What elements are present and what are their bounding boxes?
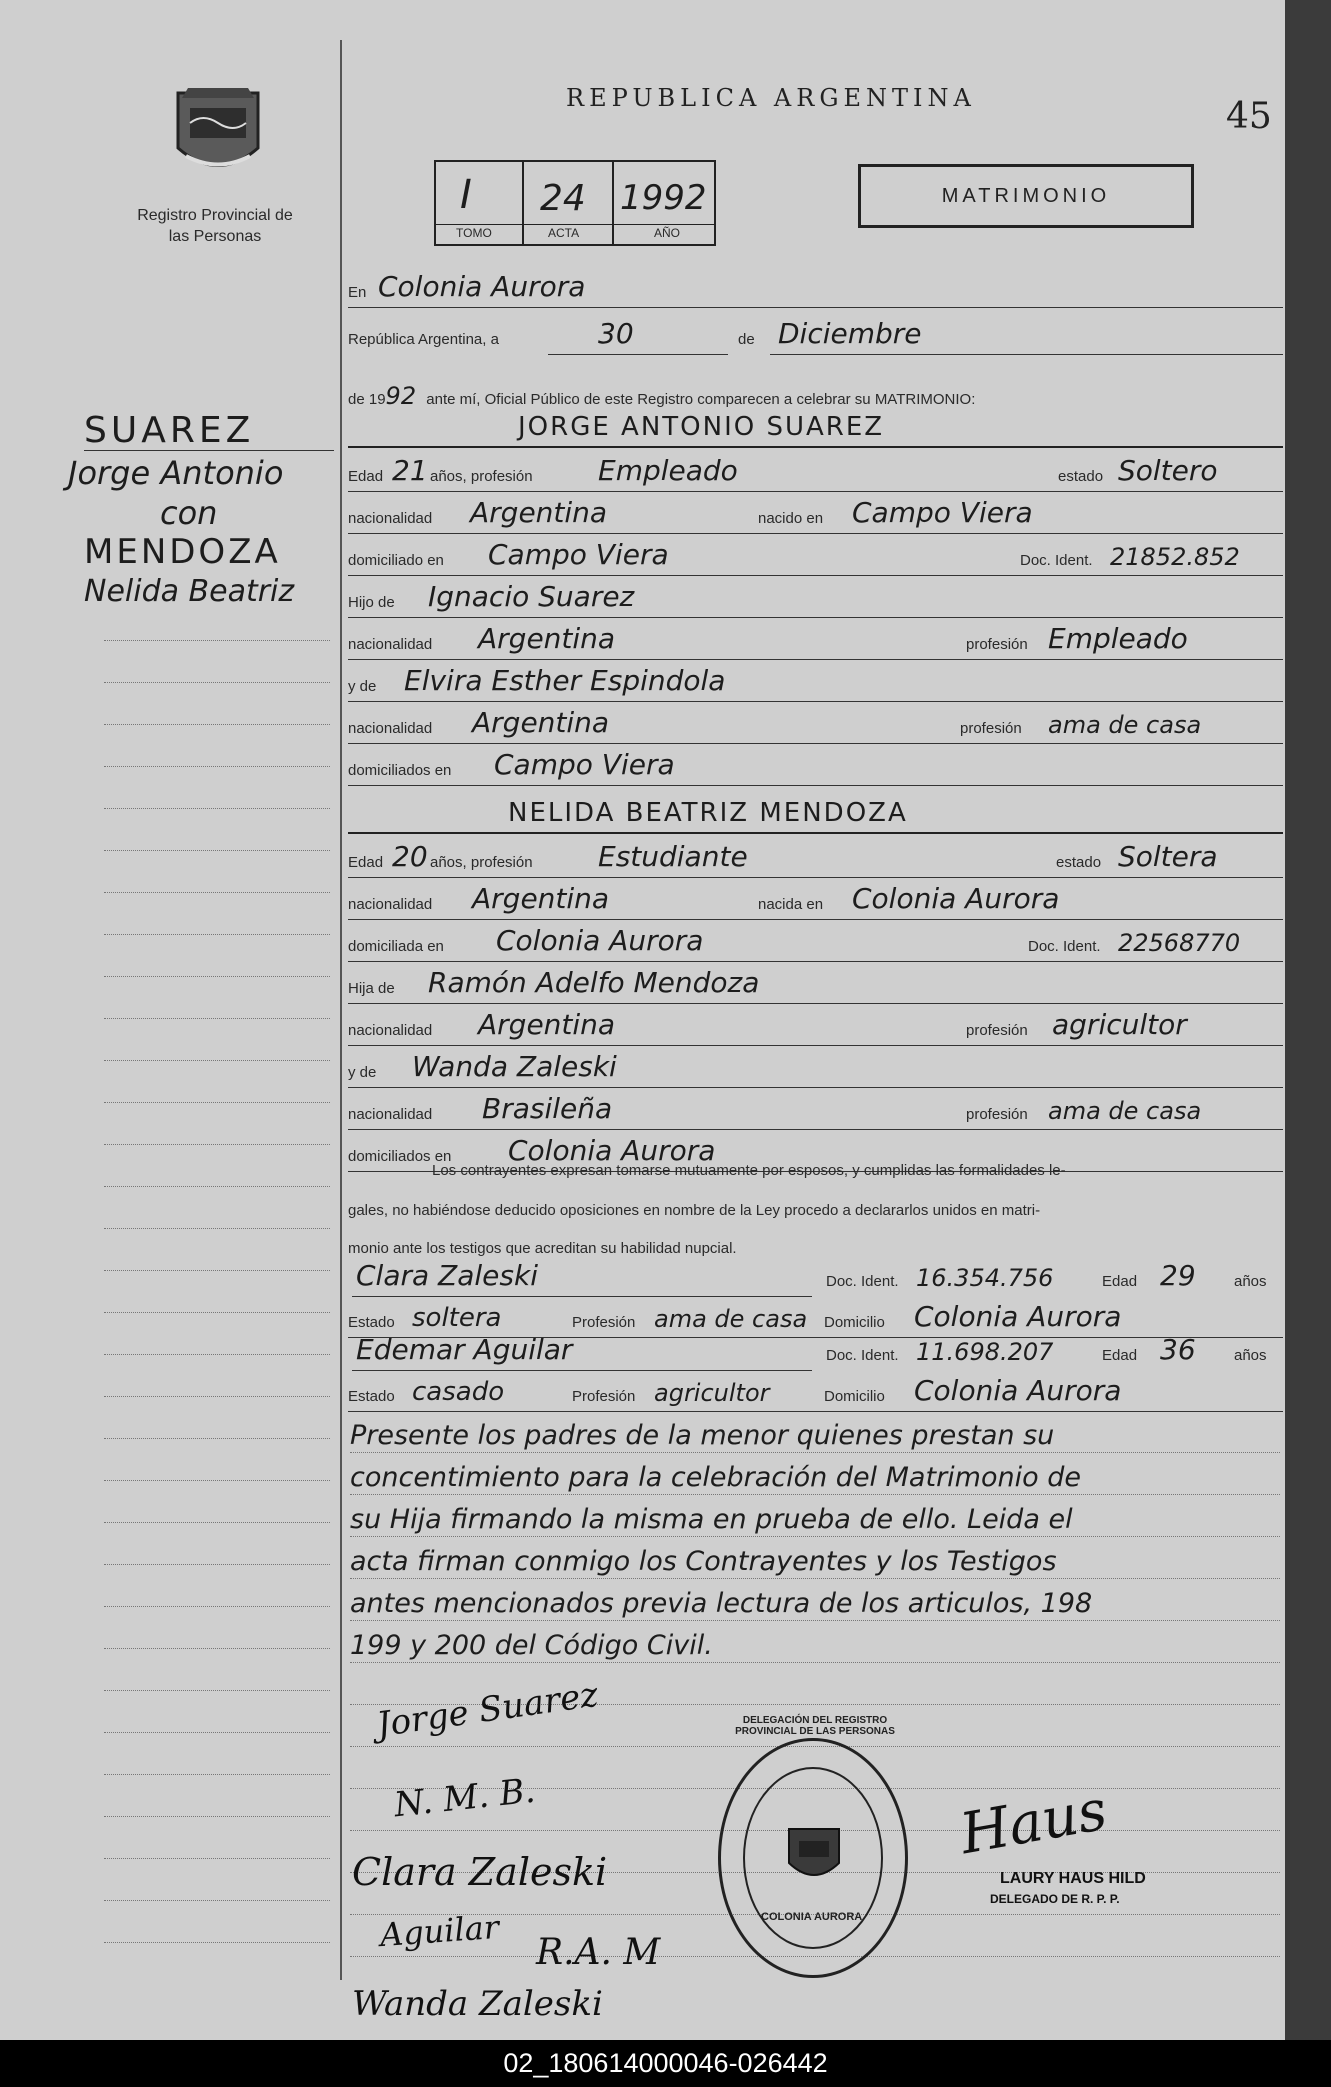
margin-rule bbox=[104, 1690, 330, 1691]
bride-age-row: Edad 20 años, profesión Estudiante estado Soltera bbox=[348, 838, 1283, 878]
margin-rule bbox=[104, 850, 330, 851]
stamp-place: COLONIA AURORA bbox=[761, 1911, 863, 1923]
margin-rule bbox=[104, 1732, 330, 1733]
volume-box bbox=[434, 160, 716, 246]
margin-rule bbox=[104, 1564, 330, 1565]
book-spine bbox=[1285, 0, 1331, 2040]
margin-rule bbox=[104, 1102, 330, 1103]
margin-divider bbox=[340, 40, 342, 1980]
official-stamp bbox=[718, 1715, 908, 1978]
acta-label: ACTA bbox=[548, 226, 580, 240]
official-title: DELEGADO DE R. P. P. bbox=[990, 1892, 1120, 1906]
margin-rule bbox=[104, 766, 330, 767]
declaration-line-3: monio ante los testigos que acreditan su habilidad nupcial. bbox=[348, 1240, 737, 1257]
witness-1-detail-row: Estado soltera Profesión ama de casa Domicilio Colonia Aurora bbox=[348, 1298, 1283, 1338]
signature-bride: N. M. B. bbox=[392, 1770, 538, 1826]
margin-rule bbox=[104, 1354, 330, 1355]
groom-father-row: Hijo de Ignacio Suarez bbox=[348, 578, 1283, 618]
margin-rule bbox=[104, 1606, 330, 1607]
body-rule bbox=[350, 1578, 1280, 1579]
anio-value: 1992 bbox=[620, 178, 707, 218]
margin-rule bbox=[104, 1060, 330, 1061]
acta-value: 24 bbox=[540, 178, 586, 219]
margin-rule bbox=[104, 1522, 330, 1523]
registry-shield-icon bbox=[168, 78, 268, 188]
groom-parents-dom-row: domiciliados en Campo Viera bbox=[348, 746, 1283, 786]
page-number: 45 bbox=[1226, 96, 1272, 137]
margin-rule bbox=[104, 934, 330, 935]
bride-father-nat-row: nacionalidad Argentina profesión agricultor bbox=[348, 1006, 1283, 1046]
margin-rule bbox=[104, 1858, 330, 1859]
body-rule bbox=[350, 1620, 1280, 1621]
footer-bar bbox=[0, 2040, 1331, 2087]
bride-mother-row: y de Wanda Zaleski bbox=[348, 1048, 1283, 1088]
margin-name-1: Jorge Antonio bbox=[68, 454, 284, 492]
margin-rule bbox=[104, 1186, 330, 1187]
footer-code: 02_180614000046-026442 bbox=[503, 2048, 828, 2078]
act-type: MATRIMONIO bbox=[941, 185, 1111, 207]
witness-1-row: Clara Zaleski Doc. Ident. 16.354.756 Edad 29 años bbox=[356, 1259, 1267, 1292]
bride-parents-dom-row: domiciliados en Colonia Aurora bbox=[348, 1132, 1283, 1172]
observation-line-1: Presente los padres de la menor quienes prestan su bbox=[350, 1420, 1055, 1451]
observation-line-4: acta firman conmigo los Contrayentes y los Testigos bbox=[350, 1546, 1057, 1577]
groom-father-nat-row: nacionalidad Argentina profesión Empleado bbox=[348, 620, 1283, 660]
margin-rule bbox=[104, 1942, 330, 1943]
margin-rule bbox=[104, 1648, 330, 1649]
margin-rule bbox=[104, 1816, 330, 1817]
groom-nationality-row: nacionalidad Argentina nacido en Campo Viera bbox=[348, 494, 1283, 534]
groom-mother-nat-row: nacionalidad Argentina profesión ama de casa bbox=[348, 704, 1283, 744]
observation-line-2: concentimiento para la celebración del Matrimonio de bbox=[350, 1462, 1081, 1493]
margin-rule bbox=[104, 640, 330, 641]
anio-label: AÑO bbox=[654, 226, 681, 240]
act-type-box bbox=[858, 164, 1194, 228]
margin-surname-1: SUAREZ bbox=[84, 410, 255, 451]
bride-name-row: NELIDA BEATRIZ MENDOZA bbox=[348, 794, 1283, 834]
declaration-line-1: Los contrayentes expresan tomarse mutuamente por esposos, y cumplidas las formalidades le- bbox=[432, 1162, 1066, 1179]
witness-2-row: Edemar Aguilar Doc. Ident. 11.698.207 Edad 36 años bbox=[356, 1333, 1267, 1366]
body-rule bbox=[350, 1494, 1280, 1495]
margin-rule bbox=[104, 1774, 330, 1775]
groom-name-row: JORGE ANTONIO SUAREZ bbox=[348, 408, 1283, 448]
place-row: En Colonia Aurora bbox=[348, 268, 1283, 308]
bride-father-row: Hija de Ramón Adelfo Mendoza bbox=[348, 964, 1283, 1004]
declaration-line-2: gales, no habiéndose deducido oposiciones en nombre de la Ley procedo a declararlos unidos en matri- bbox=[348, 1202, 1041, 1219]
signature-witness-2: Aguilar bbox=[378, 1907, 501, 1955]
bride-nationality-row: nacionalidad Argentina nacida en Colonia Aurora bbox=[348, 880, 1283, 920]
margin-rule bbox=[104, 682, 330, 683]
date-row: República Argentina, a 30 de Diciembre bbox=[348, 317, 922, 350]
body-rule bbox=[350, 1536, 1280, 1537]
registry-name: Registro Provincial de las Personas bbox=[137, 207, 293, 245]
groom-mother-row: y de Elvira Esther Espindola bbox=[348, 662, 1283, 702]
margin-rule bbox=[104, 1900, 330, 1901]
official-name: LAURY HAUS HILD bbox=[1000, 1870, 1146, 1887]
observation-line-6: 199 y 200 del Código Civil. bbox=[350, 1630, 713, 1661]
margin-rule bbox=[104, 1228, 330, 1229]
body-rule bbox=[350, 1452, 1280, 1453]
country-title: REPUBLICA ARGENTINA bbox=[566, 84, 976, 112]
margin-rule bbox=[104, 1144, 330, 1145]
margin-surname-2: MENDOZA bbox=[84, 532, 281, 572]
witness-2-detail-row: Estado casado Profesión agricultor Domicilio Colonia Aurora bbox=[348, 1372, 1283, 1412]
observation-line-3: su Hija firmando la misma en prueba de ello. Leida el bbox=[350, 1504, 1073, 1535]
margin-rule bbox=[104, 1438, 330, 1439]
intro-line: de 1992 ante mí, Oficial Público de este Registro comparecen a celebrar su MATRIMONIO: bbox=[348, 382, 976, 410]
margin-rule bbox=[104, 1270, 330, 1271]
margin-name-2: Nelida Beatriz bbox=[84, 574, 295, 609]
tomo-label: TOMO bbox=[456, 226, 492, 240]
official-signature: Haus bbox=[955, 1777, 1112, 1868]
body-rule bbox=[350, 1662, 1280, 1663]
margin-rule bbox=[104, 1312, 330, 1313]
margin-connector: con bbox=[160, 494, 218, 532]
margin-rule bbox=[104, 1018, 330, 1019]
bride-domicile-row: domiciliada en Colonia Aurora Doc. Ident. 22568770 bbox=[348, 922, 1283, 962]
margin-rule bbox=[104, 1480, 330, 1481]
signature-father: R.A. M bbox=[536, 1932, 661, 1973]
margin-rule bbox=[104, 1396, 330, 1397]
groom-domicile-row: domiciliado en Campo Viera Doc. Ident. 21852.852 bbox=[348, 536, 1283, 576]
margin-rule bbox=[104, 976, 330, 977]
signature-groom: Jorge Suarez bbox=[374, 1674, 601, 1746]
observation-line-5: antes mencionados previa lectura de los articulos, 198 bbox=[350, 1588, 1093, 1619]
tomo-value: I bbox=[460, 172, 472, 218]
signature-witness-1: Clara Zaleski bbox=[352, 1850, 608, 1894]
groom-age-row: Edad 21 años, profesión Empleado estado Soltero bbox=[348, 452, 1283, 492]
margin-rule bbox=[104, 808, 330, 809]
margin-rule bbox=[104, 892, 330, 893]
margin-rule bbox=[104, 724, 330, 725]
stamp-ring-text: DELEGACIÓN DEL REGISTRO PROVINCIAL DE LAS PERSONAS bbox=[735, 1715, 895, 1737]
signature-mother: Wanda Zaleski bbox=[352, 1984, 603, 2024]
stamp-shield-icon bbox=[783, 1823, 845, 1889]
bride-mother-nat-row: nacionalidad Brasileña profesión ama de casa bbox=[348, 1090, 1283, 1130]
